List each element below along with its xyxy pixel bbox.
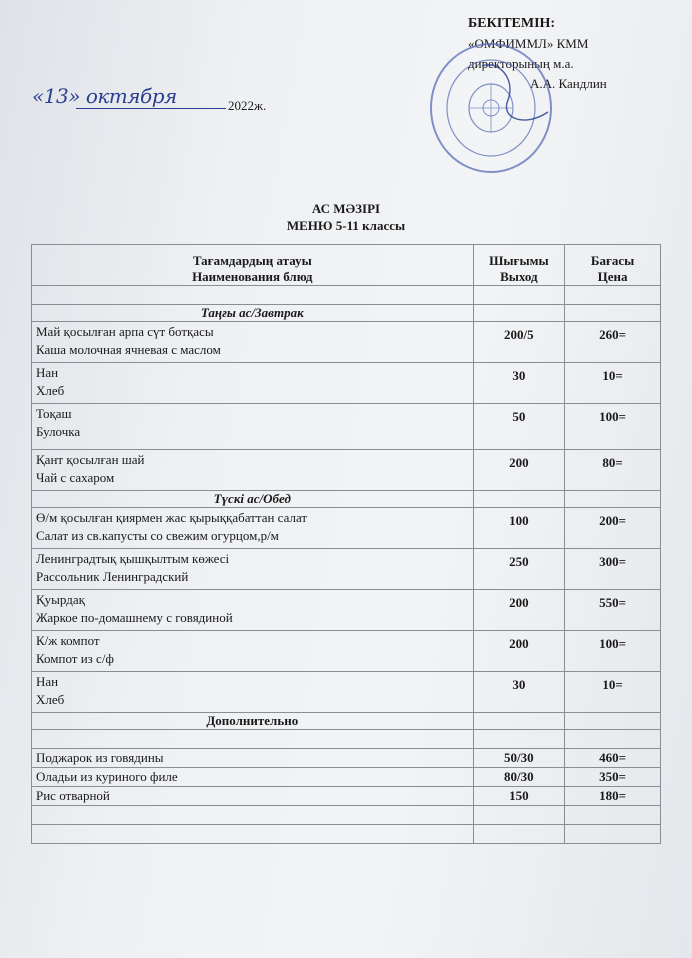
approval-position: директорының м.а.	[468, 56, 574, 71]
table-header-row	[32, 245, 661, 286]
title-kz: АС МӘЗІРІ	[311, 201, 381, 216]
approval-org: «ОМФИММЛ» КММ	[468, 36, 589, 51]
approval-signatory: А.А. Кандлин	[530, 76, 607, 91]
table-row: Тоқаш Булочка 50 100=	[32, 404, 661, 450]
table-row: Нан Хлеб 30 10=	[32, 363, 661, 404]
table-row: Нан Хлеб 30 10=	[32, 672, 661, 713]
table-row: Қант қосылған шай Чай с сахаром 200 80=	[32, 450, 661, 491]
table-spacer-row	[32, 806, 661, 825]
table-spacer-row	[32, 825, 661, 844]
table-row: Қуырдақ Жаркое по-домашнему с говядиной 200 550=	[32, 590, 661, 631]
title-ru: МЕНЮ 5-11 классы	[286, 218, 406, 233]
table-row: Оладьи из куриного филе 80/30 350=	[32, 768, 661, 787]
header-output: Шығымы Выход	[473, 245, 565, 286]
header-price: Бағасы Цена	[565, 245, 661, 286]
table-spacer-row	[32, 286, 661, 305]
section-row-extra: Дополнительно	[32, 713, 661, 730]
date-handwritten: «13» октября	[32, 84, 177, 108]
table-spacer-row	[32, 730, 661, 749]
header-name: Тағамдардың атауы Наименования блюд	[32, 245, 474, 286]
table-row: Ленинградтық қышқылтым көжесі Рассольник Ленинградский 250 300=	[32, 549, 661, 590]
section-row-lunch: Түскі ас/Обед	[32, 491, 661, 508]
date-underline	[76, 108, 226, 109]
approval-heading: БЕКІТЕМІН:	[468, 16, 556, 31]
table-row: Поджарок из говядины 50/30 460=	[32, 749, 661, 768]
date-year: 2022ж.	[228, 98, 267, 113]
menu-title	[0, 200, 692, 234]
document-date	[32, 84, 267, 114]
table-row: Ө/м қосылған қиярмен жас қырыққабаттан салат Салат из св.капусты со свежим огурцом,р/м 100 200=	[32, 508, 661, 549]
menu-table	[31, 244, 661, 844]
table-row: К/ж компот Компот из с/ф 200 100=	[32, 631, 661, 672]
table-row: Рис отварной 150 180=	[32, 787, 661, 806]
table-row: Май қосылған арпа сүт ботқасы Каша молочная ячневая с маслом 200/5 260=	[32, 322, 661, 363]
official-stamp-icon	[428, 38, 554, 174]
section-row-breakfast: Таңғы ас/Завтрак	[32, 305, 661, 322]
